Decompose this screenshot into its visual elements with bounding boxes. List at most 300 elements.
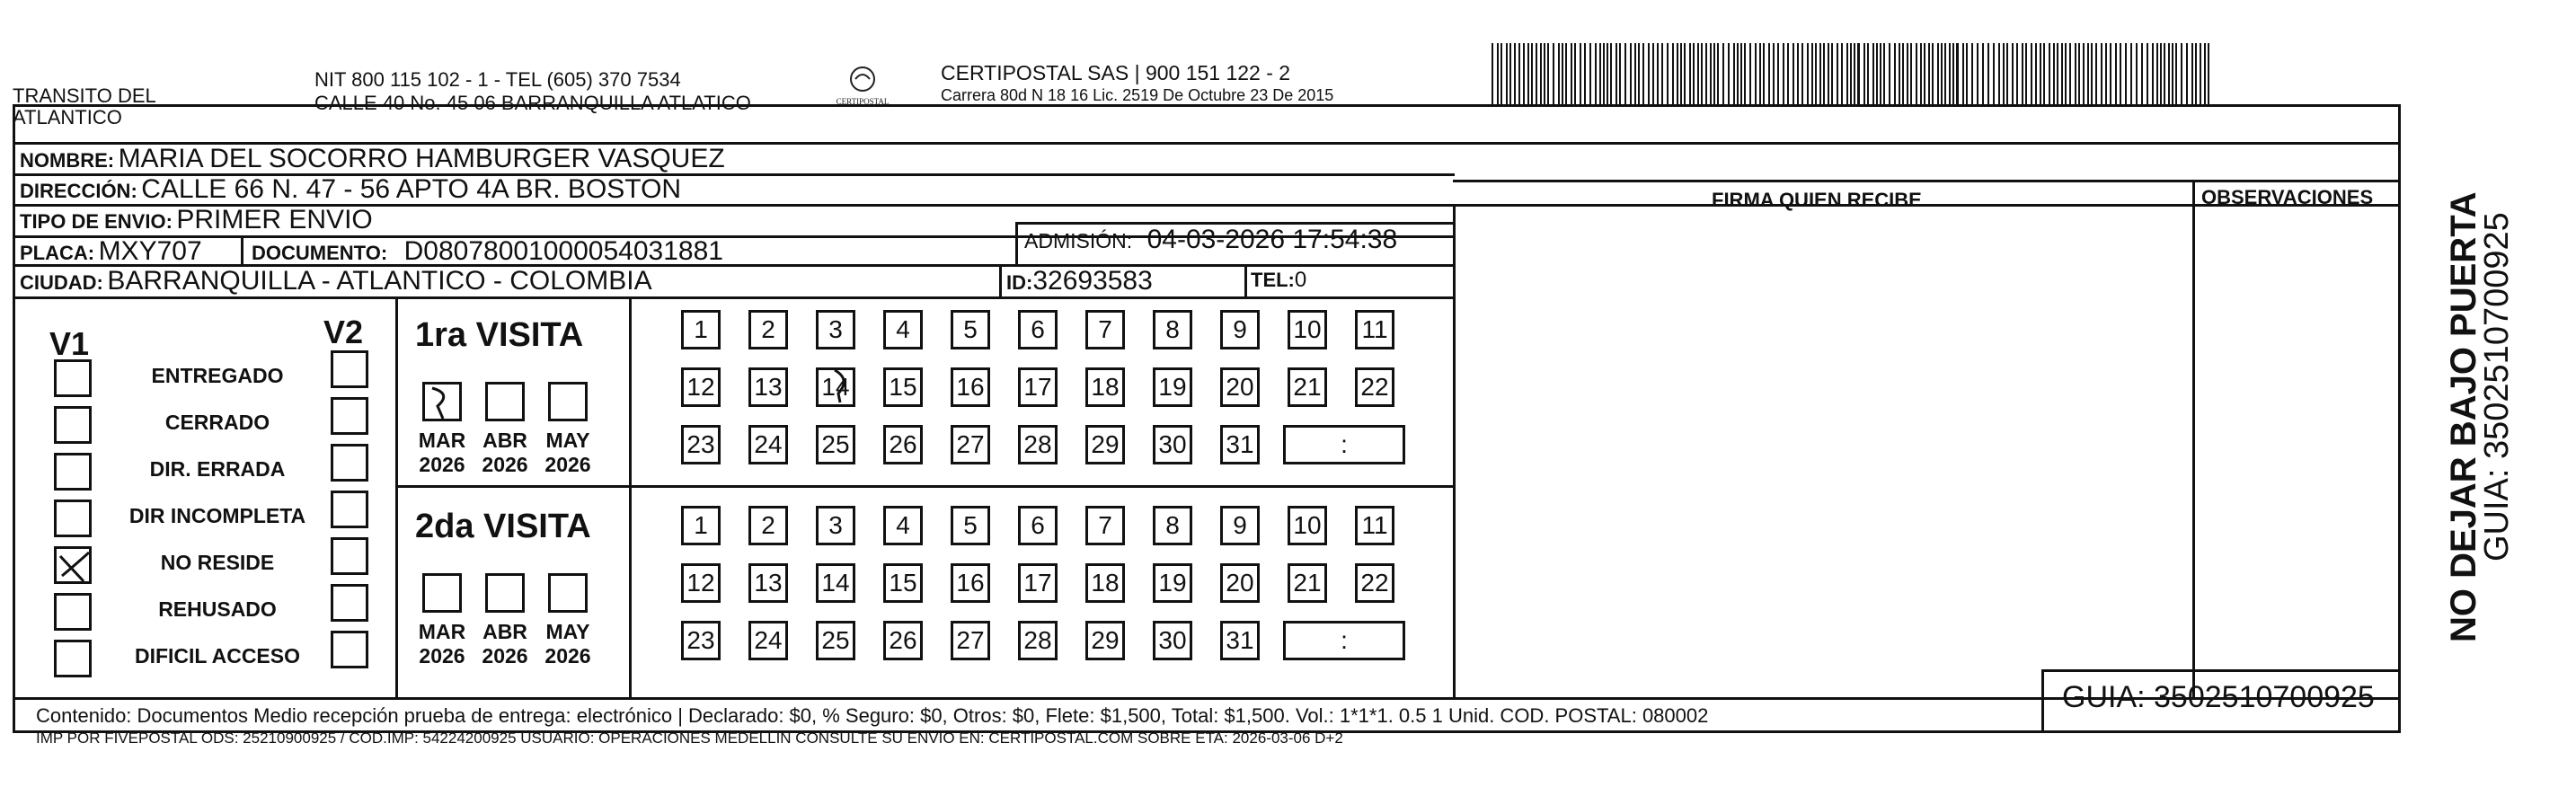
barcode-bar	[1705, 43, 1707, 104]
month-year: 2026	[544, 644, 591, 668]
barcode-bar	[1657, 43, 1659, 104]
barcode-bar	[2043, 43, 2045, 104]
barcode-bar	[1867, 43, 1869, 104]
barcode-bar	[1944, 43, 1946, 104]
barcode-bar	[1547, 43, 1549, 104]
barcode-bar	[1580, 43, 1581, 104]
barcode-bar	[1828, 43, 1829, 104]
barcode-bar	[1916, 43, 1917, 104]
check-mark-icon	[425, 385, 461, 420]
tel-label: TEL:	[1251, 269, 1295, 291]
signature-area[interactable]	[1457, 208, 2190, 667]
placa-label: PLACA:	[20, 242, 95, 264]
day-number: 14	[821, 373, 850, 401]
day-number: 7	[1098, 511, 1112, 539]
barcode-bar	[2003, 43, 2005, 104]
barcode-bar	[1497, 43, 1499, 104]
barcode-bar	[1680, 43, 1682, 104]
id-value: 32693583	[1032, 266, 1153, 296]
day-box[interactable]	[1355, 367, 1394, 407]
barcode-bar	[1565, 43, 1567, 104]
barcode-bar	[1831, 43, 1833, 104]
day-number: 9	[1233, 511, 1247, 539]
day-box[interactable]	[816, 506, 855, 545]
day-number: 31	[1226, 430, 1254, 458]
day-number: 8	[1165, 511, 1180, 539]
barcode-bar	[1787, 43, 1789, 104]
day-box[interactable]	[1018, 425, 1058, 464]
barcode-bar	[2147, 43, 2148, 104]
day-box[interactable]	[748, 621, 788, 660]
check-mark-icon	[57, 549, 93, 585]
day-box[interactable]	[1288, 506, 1327, 545]
day-box[interactable]	[951, 506, 990, 545]
day-box[interactable]	[1018, 367, 1058, 407]
day-number: 6	[1031, 315, 1045, 343]
firma-label: FIRMA QUIEN RECIBE	[1712, 189, 1922, 211]
barcode-bar	[2091, 43, 2093, 104]
barcode-bar	[2035, 43, 2037, 104]
barcode-bar	[1595, 43, 1597, 104]
time-separator: :	[1341, 626, 1348, 654]
barcode-bar	[1797, 43, 1799, 104]
month-name: MAY	[545, 429, 590, 452]
observaciones-label: OBSERVACIONES	[2201, 186, 2374, 208]
barcode-bar	[1648, 43, 1650, 104]
barcode-bar	[2115, 43, 2117, 104]
barcode-bar	[1740, 43, 1742, 104]
day-number: 2	[761, 511, 775, 539]
barcode-bar	[1966, 43, 1968, 104]
barcode-bar	[2125, 43, 2127, 104]
status-label: DIR INCOMPLETA	[128, 504, 306, 527]
admision-value: 04-03-2026 17:54:38	[1146, 225, 1398, 254]
day-box[interactable]	[1355, 563, 1394, 603]
barcode-bar	[1777, 43, 1779, 104]
direccion-row	[20, 174, 681, 205]
day-box[interactable]	[816, 621, 855, 660]
v2-checkbox[interactable]	[331, 537, 368, 575]
contenido-line: Contenido: Documentos Medio recepción prueba de entrega: electrónico | Declarado: $0, % Seguro: $0, Otros: $0, Flete: $1,500, Total: $1,500. Vol.: 1*1*1. 0.5 1 Unid. COD. POSTAL: 080002	[36, 704, 1709, 727]
day-box[interactable]	[681, 563, 721, 603]
day-number: 13	[754, 569, 783, 597]
barcode-bar	[1728, 43, 1730, 104]
barcode-bar	[1883, 43, 1885, 104]
barcode-bar	[1492, 43, 1493, 104]
tipo-envio-row	[20, 205, 373, 235]
barcode-bar	[1876, 43, 1878, 104]
day-box[interactable]	[1018, 563, 1058, 603]
logo-text: CERTIPOSTAL	[836, 97, 890, 106]
barcode-bar	[1589, 43, 1591, 104]
day-box[interactable]	[1153, 563, 1192, 603]
barcode-bar	[2195, 43, 2197, 104]
day-box[interactable]	[1085, 563, 1125, 603]
barcode-bar	[1667, 43, 1669, 104]
barcode-bar	[1607, 43, 1608, 104]
day-box[interactable]	[951, 367, 990, 407]
side-guia: GUIA: 3502510700925	[2478, 212, 2516, 562]
barcode-bar	[1677, 43, 1678, 104]
day-box[interactable]	[748, 425, 788, 464]
barcode-bar	[1823, 43, 1825, 104]
day-number: 28	[1023, 626, 1052, 654]
day-box[interactable]	[883, 506, 923, 545]
day-number: 4	[896, 315, 910, 343]
month-checkbox[interactable]	[422, 382, 462, 421]
barcode-bar	[1987, 43, 1989, 104]
v1-checkbox[interactable]	[54, 546, 92, 584]
day-number: 21	[1293, 373, 1322, 401]
admision-row	[1024, 225, 1397, 255]
day-number: 31	[1226, 626, 1254, 654]
barcode-bar	[1558, 43, 1560, 104]
barcode-bar	[1624, 43, 1626, 104]
day-box[interactable]	[951, 425, 990, 464]
month-name: MAR	[418, 429, 466, 452]
day-box[interactable]	[816, 310, 855, 349]
barcode-bar	[1749, 43, 1751, 104]
barcode-bar	[2204, 43, 2206, 104]
day-number: 1	[694, 315, 708, 343]
barcode-bar	[1684, 43, 1686, 104]
day-box[interactable]	[1288, 310, 1327, 349]
barcode-bar	[1941, 43, 1943, 104]
barcode-bar	[1841, 43, 1843, 104]
ciudad-value: BARRANQUILLA - ATLANTICO - COLOMBIA	[107, 266, 652, 296]
month-checkbox[interactable]	[485, 382, 525, 421]
day-number: 14	[821, 569, 850, 597]
day-number: 13	[754, 373, 783, 401]
barcode-bar	[1610, 43, 1612, 104]
day-box[interactable]	[1018, 310, 1058, 349]
nombre-value: MARIA DEL SOCORRO HAMBURGER VASQUEZ	[118, 144, 725, 173]
barcode-bar	[2141, 43, 2143, 104]
day-box[interactable]	[748, 367, 788, 407]
observaciones-area[interactable]	[2197, 208, 2396, 667]
day-number: 30	[1158, 430, 1187, 458]
day-number: 16	[956, 569, 985, 597]
barcode-bar	[1717, 43, 1719, 104]
day-box[interactable]	[1220, 425, 1260, 464]
v2-checkbox[interactable]	[331, 444, 368, 482]
v1-checkbox[interactable]	[54, 359, 92, 397]
barcode-bar	[1920, 43, 1922, 104]
v2-checkbox[interactable]	[331, 491, 368, 528]
day-box[interactable]	[1288, 563, 1327, 603]
day-box[interactable]	[681, 425, 721, 464]
barcode-bar	[1531, 43, 1533, 104]
barcode-bar	[1880, 43, 1881, 104]
month-checkbox[interactable]	[485, 573, 525, 613]
day-number: 27	[956, 430, 985, 458]
tipo-envio-label: TIPO DE ENVIO:	[20, 210, 173, 233]
day-number: 30	[1158, 626, 1187, 654]
day-number: 10	[1293, 511, 1322, 539]
barcode-bar	[1854, 43, 1855, 104]
day-box[interactable]	[883, 563, 923, 603]
day-box[interactable]	[1018, 621, 1058, 660]
day-box[interactable]	[883, 310, 923, 349]
documento-label: DOCUMENTO:	[252, 242, 388, 264]
day-box[interactable]	[748, 506, 788, 545]
barcode-bar	[1793, 43, 1794, 104]
day-box[interactable]	[1085, 425, 1125, 464]
day-number: 6	[1031, 511, 1045, 539]
barcode-bar	[1902, 43, 1904, 104]
day-box[interactable]	[1153, 506, 1192, 545]
day-box[interactable]	[951, 310, 990, 349]
barcode-bar	[1807, 43, 1809, 104]
barcode-bar	[1783, 43, 1784, 104]
barcode-bar	[2200, 43, 2201, 104]
day-box[interactable]	[883, 367, 923, 407]
barcode-bar	[1603, 43, 1605, 104]
barcode-bar	[1759, 43, 1761, 104]
check-mark-icon	[819, 367, 858, 406]
day-number: 17	[1023, 373, 1052, 401]
day-number: 2	[761, 315, 775, 343]
time-separator: :	[1341, 430, 1348, 458]
barcode-bar	[1863, 43, 1865, 104]
barcode-bar	[2186, 43, 2188, 104]
day-box[interactable]	[681, 367, 721, 407]
month-year: 2026	[419, 453, 465, 476]
day-number: 23	[686, 626, 715, 654]
barcode-bar	[1500, 43, 1502, 104]
barcode-bar	[1962, 43, 1964, 104]
barcode-bar	[1672, 43, 1674, 104]
day-box[interactable]	[1153, 367, 1192, 407]
day-number: 29	[1091, 430, 1120, 458]
barcode-bar	[2025, 43, 2027, 104]
month-label	[536, 620, 599, 668]
day-box[interactable]	[1153, 621, 1192, 660]
barcode-bar	[2053, 43, 2055, 104]
day-box[interactable]	[951, 621, 990, 660]
v1-checkbox[interactable]	[54, 453, 92, 491]
barcode-bar	[1811, 43, 1813, 104]
day-number: 24	[754, 626, 783, 654]
month-label	[411, 620, 474, 668]
day-number: 4	[896, 511, 910, 539]
month-year: 2026	[482, 453, 528, 476]
barcode-bar	[1514, 43, 1516, 104]
address-line: CALLE 40 No. 45 06 BARRANQUILLA ATLATICO	[314, 92, 751, 114]
day-box[interactable]	[1220, 621, 1260, 660]
direccion-label: DIRECCIÓN:	[20, 180, 137, 202]
tel-row	[1251, 268, 1306, 293]
day-box[interactable]	[883, 621, 923, 660]
day-number: 15	[889, 569, 917, 597]
barcode-bar	[1599, 43, 1601, 104]
month-name: ABR	[482, 429, 527, 452]
day-box[interactable]	[816, 425, 855, 464]
day-number: 15	[889, 373, 917, 401]
month-name: MAR	[418, 620, 466, 643]
day-box[interactable]	[1220, 310, 1260, 349]
day-box[interactable]	[1085, 367, 1125, 407]
first-visit-title: 1ra VISITA	[415, 316, 584, 354]
day-box[interactable]	[951, 563, 990, 603]
day-number: 21	[1293, 569, 1322, 597]
organization-name: TRANSITO DEL ATLANTICO	[13, 84, 155, 128]
time-box[interactable]	[1283, 621, 1405, 660]
day-number: 12	[686, 569, 715, 597]
barcode-bar	[1837, 43, 1838, 104]
barcode-bar	[1956, 43, 1959, 104]
barcode-bar	[1773, 43, 1775, 104]
day-box[interactable]	[1288, 367, 1327, 407]
barcode-bar	[2075, 43, 2076, 104]
barcode-bar	[1506, 43, 1508, 104]
day-box[interactable]	[1220, 563, 1260, 603]
tipo-envio-value: PRIMER ENVIO	[176, 205, 373, 234]
tel-value: 0	[1294, 268, 1307, 292]
barcode-bar	[2087, 43, 2089, 104]
v1-checkbox[interactable]	[54, 406, 92, 444]
day-number: 18	[1091, 569, 1120, 597]
nombre-row	[20, 144, 725, 174]
v1-checkbox[interactable]	[54, 593, 92, 631]
barcode-bar	[1924, 43, 1925, 104]
day-box[interactable]	[1085, 506, 1125, 545]
day-box[interactable]	[748, 310, 788, 349]
month-checkbox[interactable]	[548, 382, 588, 421]
barcode-bar	[1998, 43, 2000, 104]
barcode-bar	[2083, 43, 2085, 104]
barcode-bar	[2208, 43, 2209, 104]
barcode-bar	[1697, 43, 1699, 104]
day-number: 24	[754, 430, 783, 458]
day-number: 5	[963, 511, 978, 539]
day-box[interactable]	[681, 621, 721, 660]
day-number: 3	[828, 511, 843, 539]
day-number: 19	[1158, 569, 1187, 597]
barcode-bar	[2175, 43, 2177, 104]
v1-checkbox[interactable]	[54, 640, 92, 677]
barcode-bar	[2065, 43, 2067, 104]
month-label	[474, 429, 536, 477]
barcode-bar	[2061, 43, 2063, 104]
day-box[interactable]	[1220, 367, 1260, 407]
day-box[interactable]	[816, 367, 855, 407]
day-box[interactable]	[681, 310, 721, 349]
barcode-bar	[1571, 43, 1572, 104]
barcode-bar	[1932, 43, 1934, 104]
day-number: 3	[828, 315, 843, 343]
time-box[interactable]	[1283, 425, 1405, 464]
admision-label: ADMISIÓN:	[1024, 229, 1133, 252]
v1-label: V1	[49, 325, 90, 362]
day-box[interactable]	[681, 506, 721, 545]
barcode-bar	[2156, 43, 2158, 104]
barcode-bar	[1894, 43, 1896, 104]
barcode-bar	[2168, 43, 2170, 104]
ciudad-row	[20, 266, 652, 296]
barcode-bar	[1523, 43, 1525, 104]
month-checkbox[interactable]	[548, 573, 588, 613]
barcode-bar	[1693, 43, 1695, 104]
day-box[interactable]	[1355, 310, 1394, 349]
v1-checkbox[interactable]	[54, 500, 92, 537]
barcode-bar	[1982, 43, 1984, 104]
barcode-bar	[1574, 43, 1576, 104]
day-box[interactable]	[883, 425, 923, 464]
barcode-bar	[1527, 43, 1529, 104]
barcode-bar	[1850, 43, 1852, 104]
day-number: 11	[1361, 511, 1388, 539]
day-number: 22	[1360, 373, 1389, 401]
barcode-bar	[1642, 43, 1644, 104]
day-number: 26	[889, 626, 917, 654]
company-line: CERTIPOSTAL SAS | 900 151 122 - 2	[941, 61, 1291, 84]
month-year: 2026	[419, 644, 465, 668]
ciudad-label: CIUDAD:	[20, 271, 103, 294]
documento-value: D08078001000054031881	[403, 236, 723, 266]
barcode-bar	[1638, 43, 1640, 104]
barcode-bar	[1744, 43, 1746, 104]
barcode-bar	[1889, 43, 1890, 104]
day-box[interactable]	[1085, 310, 1125, 349]
day-box[interactable]	[816, 563, 855, 603]
barcode-bar	[2120, 43, 2121, 104]
day-number: 8	[1165, 315, 1180, 343]
day-number: 12	[686, 373, 715, 401]
day-box[interactable]	[1085, 621, 1125, 660]
day-number: 1	[694, 511, 708, 539]
day-box[interactable]	[748, 563, 788, 603]
v2-checkbox[interactable]	[331, 397, 368, 435]
barcode-bar	[2006, 43, 2008, 104]
day-box[interactable]	[1018, 506, 1058, 545]
barcode-bar	[2049, 43, 2050, 104]
side-warning: NO DEJAR BAJO PUERTA	[2444, 191, 2483, 642]
status-label: CERRADO	[164, 411, 270, 434]
barcode-bar	[1634, 43, 1636, 104]
barcode-bar	[1977, 43, 1978, 104]
day-number: 22	[1360, 569, 1389, 597]
status-label: DIFICIL ACCESO	[134, 644, 300, 668]
barcode-bar	[1949, 43, 1951, 104]
barcode-bar	[1652, 43, 1654, 104]
barcode-bar	[1553, 43, 1554, 104]
v2-checkbox[interactable]	[331, 350, 368, 388]
v2-checkbox[interactable]	[331, 584, 368, 622]
barcode-bar	[1616, 43, 1617, 104]
day-box[interactable]	[1220, 506, 1260, 545]
day-box[interactable]	[1153, 425, 1192, 464]
barcode-bar	[1661, 43, 1663, 104]
placa-value: MXY707	[98, 236, 202, 266]
day-box[interactable]	[1355, 506, 1394, 545]
barcode-bar	[2105, 43, 2107, 104]
barcode-bar	[1701, 43, 1703, 104]
id-row	[1006, 266, 1153, 296]
status-label: NO RESIDE	[160, 551, 275, 574]
day-box[interactable]	[1153, 310, 1192, 349]
month-checkbox[interactable]	[422, 573, 462, 613]
barcode-bar	[2152, 43, 2154, 104]
barcode-bar	[1993, 43, 1995, 104]
v2-checkbox[interactable]	[331, 631, 368, 668]
barcode-bar	[1952, 43, 1954, 104]
barcode-bar	[2172, 43, 2173, 104]
nit-line: NIT 800 115 102 - 1 - TEL (605) 370 7534	[314, 68, 681, 91]
month-name: MAY	[545, 620, 590, 643]
day-number: 20	[1226, 569, 1254, 597]
barcode-bar	[1562, 43, 1563, 104]
